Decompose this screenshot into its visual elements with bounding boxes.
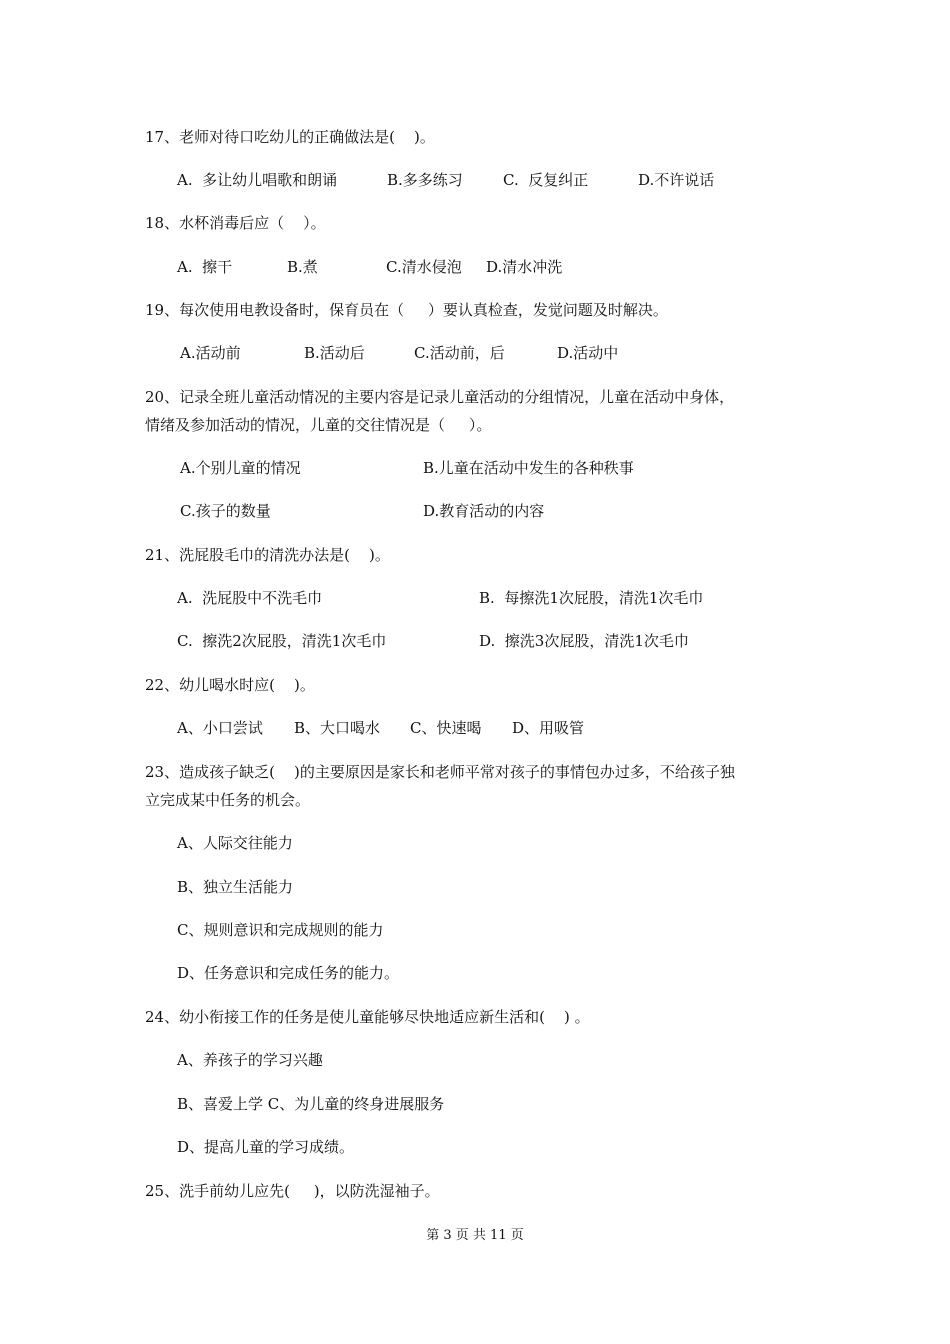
question-19-stem: 19、每次使用电教设备时，保育员在（ ）要认真检查，发觉问题及时解决。 — [145, 301, 668, 319]
question-21-option-b: B. 每擦洗1次屁股，清洗1次毛巾 — [479, 589, 704, 607]
question-24-option-d: D、提高儿童的学习成绩。 — [177, 1138, 355, 1156]
question-24-stem: 24、幼小衔接工作的任务是使儿童能够尽快地适应新生活和( ) 。 — [145, 1008, 590, 1026]
question-18-option-b: B.煮 — [287, 258, 318, 276]
question-20-option-c: C.孩子的数量 — [180, 502, 271, 520]
question-21-option-d: D. 擦洗3次屁股，清洗1次毛巾 — [479, 632, 689, 650]
question-18-option-c: C.清水侵泡 — [386, 258, 462, 276]
question-20-stem-line-1: 20、记录全班儿童活动情况的主要内容是记录儿童活动的分组情况，儿童在活动中身体， — [145, 388, 735, 406]
question-20-option-a: A.个别儿童的情况 — [180, 459, 301, 477]
question-18-stem: 18、水杯消毒后应（ ）。 — [145, 214, 326, 232]
question-21-stem: 21、洗屁股毛巾的清洗办法是( )。 — [145, 546, 390, 564]
question-23-option-a: A、人际交往能力 — [177, 834, 293, 852]
question-22-option-d: D、用吸管 — [512, 719, 585, 737]
question-22-option-a: A、小口尝试 — [177, 719, 263, 737]
question-25-stem: 25、洗手前幼儿应先( )，以防洗湿袖子。 — [145, 1182, 440, 1200]
question-24-option-a: A、养孩子的学习兴趣 — [177, 1051, 323, 1069]
question-17-option-d: D.不许说话 — [638, 171, 715, 189]
question-23-option-c: C、规则意识和完成规则的能力 — [177, 921, 384, 939]
question-23-option-b: B、独立生活能力 — [177, 878, 294, 896]
question-23-stem-line-1: 23、造成孩子缺乏( )的主要原因是家长和老师平常对孩子的事情包办过多，不给孩子独 — [145, 763, 735, 781]
question-22-stem: 22、幼儿喝水时应( )。 — [145, 676, 315, 694]
question-19-option-a: A.活动前 — [180, 344, 241, 362]
question-18-option-d: D.清水冲洗 — [486, 258, 563, 276]
question-17-option-c: C. 反复纠正 — [503, 171, 589, 189]
question-22-option-c: C、快速喝 — [410, 719, 482, 737]
page-footer: 第 3 页 共 11 页 — [426, 1228, 524, 1243]
question-19-option-b: B.活动后 — [304, 344, 365, 362]
question-17-option-a: A. 多让幼儿唱歌和朗诵 — [177, 171, 338, 189]
question-21-option-c: C. 擦洗2次屁股，清洗1次毛巾 — [177, 632, 387, 650]
question-23-stem-line-2: 立完成某中任务的机会。 — [145, 791, 311, 809]
question-17-option-b: B.多多练习 — [387, 171, 463, 189]
question-19-option-c: C.活动前，后 — [414, 344, 505, 362]
question-17-stem: 17、老师对待口吃幼儿的正确做法是( )。 — [145, 128, 435, 146]
question-20-option-b: B.儿童在活动中发生的各种秩事 — [423, 459, 634, 477]
question-18-option-a: A. 擦干 — [177, 258, 233, 276]
question-21-option-a: A. 洗屁股中不洗毛巾 — [177, 589, 323, 607]
question-19-option-d: D.活动中 — [557, 344, 619, 362]
question-20-option-d: D.教育活动的内容 — [423, 502, 545, 520]
question-20-stem-line-2: 情绪及参加活动的情况，儿童的交往情况是（ ）。 — [145, 416, 492, 434]
question-22-option-b: B、大口喝水 — [294, 719, 381, 737]
question-23-option-d: D、任务意识和完成任务的能力。 — [177, 964, 400, 982]
question-24-option-b-c: B、喜爱上学 C、为儿童的终身进展服务 — [177, 1095, 445, 1113]
